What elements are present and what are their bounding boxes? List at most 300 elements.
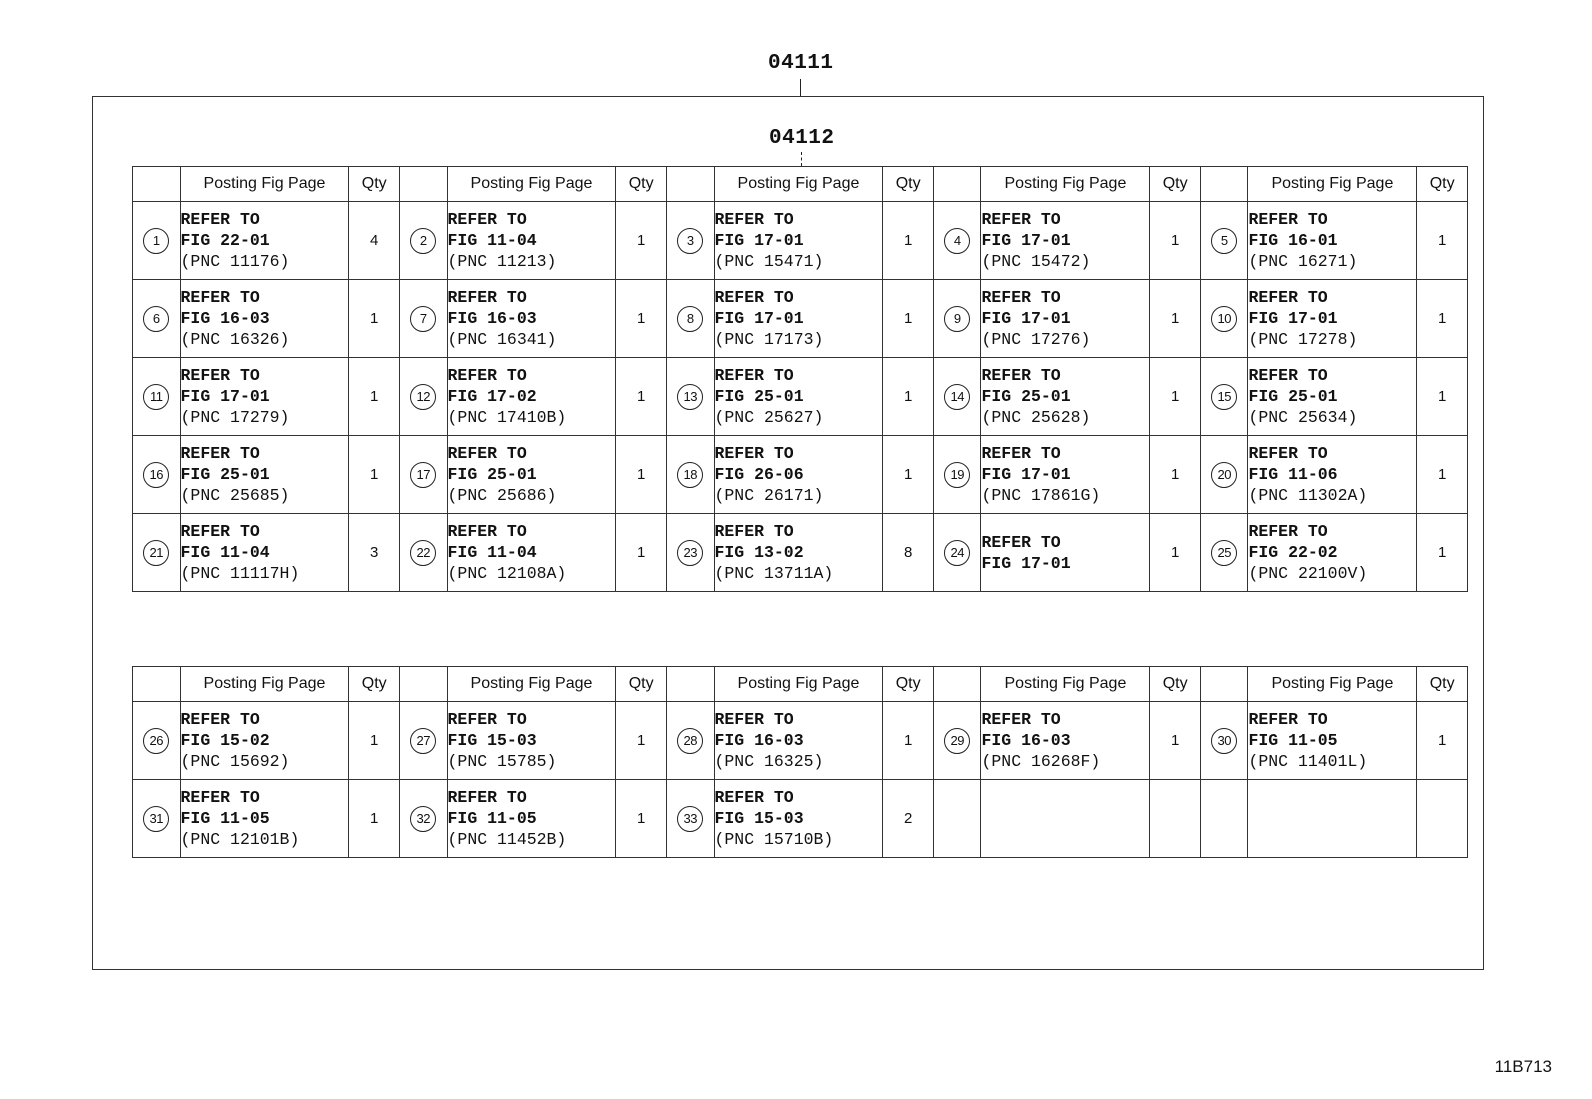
header-qty: Qty <box>883 667 934 702</box>
header-blank-cell <box>933 167 981 202</box>
fig-reference: FIG 25-01 <box>714 387 804 406</box>
qty-cell <box>616 436 667 514</box>
item-number-circle: 8 <box>677 306 703 332</box>
qty-value: 1 <box>637 810 646 827</box>
qty-cell <box>616 702 667 780</box>
table-header-row <box>133 167 1468 202</box>
posting-ref-cell <box>1248 436 1417 514</box>
item-number-circle: 25 <box>1211 540 1237 566</box>
item-number-cell <box>399 780 447 858</box>
refer-to-text: REFER TO <box>180 788 260 807</box>
item-number-cell <box>666 436 714 514</box>
item-number-cell <box>399 702 447 780</box>
posting-ref-cell <box>714 702 883 780</box>
parts-reference-table-2 <box>132 666 1468 858</box>
posting-ref-cell <box>447 780 616 858</box>
qty-value: 1 <box>370 310 379 327</box>
qty-cell <box>1417 202 1468 280</box>
refer-to-text: REFER TO <box>180 288 260 307</box>
header-qty: Qty <box>616 167 667 202</box>
fig-reference: FIG 26-06 <box>714 465 804 484</box>
refer-to-text: REFER TO <box>714 522 794 541</box>
table-row <box>133 436 1468 514</box>
qty-value: 1 <box>370 732 379 749</box>
item-number-cell <box>933 280 981 358</box>
header-blank-cell <box>399 167 447 202</box>
item-number-circle: 20 <box>1211 462 1237 488</box>
fig-reference: FIG 22-01 <box>180 231 270 250</box>
pnc-reference: (PNC 15785) <box>447 752 557 771</box>
header-qty: Qty <box>883 167 934 202</box>
refer-to-text: REFER TO <box>447 210 527 229</box>
refer-to-text: REFER TO <box>180 522 260 541</box>
qty-value: 1 <box>1438 466 1447 483</box>
header-qty: Qty <box>1150 167 1201 202</box>
table-row <box>133 358 1468 436</box>
fig-reference: FIG 17-01 <box>1248 309 1338 328</box>
qty-cell <box>616 280 667 358</box>
qty-value: 1 <box>904 732 913 749</box>
pnc-reference: (PNC 11452B) <box>447 830 567 849</box>
posting-ref-cell <box>981 514 1150 592</box>
subassembly-leader-line <box>801 152 802 166</box>
qty-value: 1 <box>1170 466 1180 483</box>
header-blank-cell <box>1200 667 1248 702</box>
item-number-circle: 30 <box>1211 728 1237 754</box>
assembly-label: 04111 <box>768 52 834 75</box>
pnc-reference: (PNC 25628) <box>981 408 1091 427</box>
header-blank-cell <box>666 667 714 702</box>
item-number-circle: 26 <box>143 728 169 754</box>
qty-cell <box>1417 280 1468 358</box>
posting-ref-cell <box>180 280 349 358</box>
posting-ref-cell <box>180 780 349 858</box>
refer-to-text: REFER TO <box>1248 366 1328 385</box>
item-number-cell <box>1200 514 1248 592</box>
refer-to-text: REFER TO <box>447 522 527 541</box>
refer-to-text: REFER TO <box>714 444 794 463</box>
qty-value: 1 <box>1170 544 1180 561</box>
qty-cell <box>883 514 934 592</box>
item-number-circle: 29 <box>944 728 970 754</box>
posting-ref-cell <box>447 280 616 358</box>
posting-ref-cell <box>180 202 349 280</box>
item-number-cell <box>1200 202 1248 280</box>
refer-to-text: REFER TO <box>714 288 794 307</box>
fig-reference: FIG 11-04 <box>447 543 537 562</box>
qty-cell <box>883 280 934 358</box>
posting-ref-cell <box>714 436 883 514</box>
fig-reference: FIG 25-01 <box>180 465 270 484</box>
qty-cell <box>883 702 934 780</box>
qty-value: 1 <box>637 732 646 749</box>
item-number-cell <box>1200 436 1248 514</box>
fig-reference: FIG 16-03 <box>981 731 1071 750</box>
posting-ref-cell <box>981 280 1150 358</box>
posting-ref-cell <box>447 358 616 436</box>
qty-cell <box>349 202 400 280</box>
qty-cell <box>616 514 667 592</box>
pnc-reference: (PNC 25627) <box>714 408 824 427</box>
refer-to-text: REFER TO <box>1248 522 1328 541</box>
item-number-cell <box>933 702 981 780</box>
item-number-circle: 32 <box>410 806 436 832</box>
posting-ref-cell <box>981 202 1150 280</box>
refer-to-text: REFER TO <box>981 366 1061 385</box>
qty-cell <box>883 436 934 514</box>
pnc-reference: (PNC 16325) <box>714 752 824 771</box>
item-number-circle: 1 <box>143 228 169 254</box>
qty-value: 1 <box>370 810 379 827</box>
qty-cell <box>1417 702 1468 780</box>
item-number-circle: 6 <box>143 306 169 332</box>
qty-cell <box>883 358 934 436</box>
refer-to-text: REFER TO <box>1248 444 1328 463</box>
posting-ref-cell <box>714 202 883 280</box>
fig-reference: FIG 11-05 <box>180 809 270 828</box>
fig-reference: FIG 22-02 <box>1248 543 1338 562</box>
item-number-circle: 5 <box>1211 228 1237 254</box>
pnc-reference: (PNC 15471) <box>714 252 824 271</box>
pnc-reference: (PNC 15472) <box>981 252 1091 271</box>
assembly-leader-line <box>800 79 801 96</box>
item-number-cell <box>666 780 714 858</box>
item-number-circle: 17 <box>410 462 436 488</box>
refer-to-text: REFER TO <box>1248 288 1328 307</box>
fig-reference: FIG 17-01 <box>180 387 270 406</box>
pnc-reference: (PNC 16326) <box>180 330 290 349</box>
qty-value: 2 <box>904 810 913 827</box>
refer-to-text: REFER TO <box>180 444 260 463</box>
posting-ref-cell <box>1248 358 1417 436</box>
posting-ref-cell <box>1248 202 1417 280</box>
fig-reference: FIG 11-04 <box>180 543 270 562</box>
fig-reference: FIG 11-05 <box>447 809 537 828</box>
header-posting-fig-page: Posting Fig Page <box>714 167 883 202</box>
header-posting-fig-page: Posting Fig Page <box>180 667 349 702</box>
refer-to-text: REFER TO <box>714 710 794 729</box>
header-posting-fig-page: Posting Fig Page <box>447 167 616 202</box>
posting-ref-cell <box>981 358 1150 436</box>
qty-cell <box>349 436 400 514</box>
fig-reference: FIG 13-02 <box>714 543 804 562</box>
item-number-circle: 21 <box>143 540 169 566</box>
fig-reference: FIG 16-03 <box>180 309 270 328</box>
qty-cell <box>616 358 667 436</box>
posting-ref-cell <box>714 514 883 592</box>
item-number-circle: 7 <box>410 306 436 332</box>
fig-reference: FIG 17-01 <box>714 309 804 328</box>
header-posting-fig-page: Posting Fig Page <box>1248 667 1417 702</box>
item-number-cell <box>666 702 714 780</box>
header-blank-cell <box>133 667 181 702</box>
fig-reference: FIG 11-05 <box>1248 731 1338 750</box>
posting-ref-cell <box>1248 514 1417 592</box>
qty-value: 1 <box>1170 310 1180 327</box>
item-number-cell <box>933 514 981 592</box>
table-header-row <box>133 667 1468 702</box>
item-number-cell <box>399 280 447 358</box>
illustration-code: 11B713 <box>1494 1057 1552 1076</box>
item-number-circle: 16 <box>143 462 169 488</box>
header-qty: Qty <box>1417 667 1468 702</box>
posting-ref-cell <box>180 358 349 436</box>
qty-cell <box>1417 780 1468 858</box>
posting-ref-cell <box>1248 780 1417 858</box>
header-posting-fig-page: Posting Fig Page <box>981 667 1150 702</box>
item-number-circle: 3 <box>677 228 703 254</box>
posting-ref-cell <box>981 436 1150 514</box>
refer-to-text: REFER TO <box>714 210 794 229</box>
pnc-reference: (PNC 25686) <box>447 486 557 505</box>
qty-value: 1 <box>1170 232 1180 249</box>
header-posting-fig-page: Posting Fig Page <box>447 667 616 702</box>
item-number-circle: 27 <box>410 728 436 754</box>
qty-value: 1 <box>1170 388 1180 405</box>
item-number-cell <box>1200 358 1248 436</box>
fig-reference: FIG 25-01 <box>1248 387 1338 406</box>
item-number-cell <box>666 280 714 358</box>
qty-cell <box>1417 358 1468 436</box>
fig-reference: FIG 17-02 <box>447 387 537 406</box>
item-number-cell <box>399 358 447 436</box>
qty-value: 1 <box>904 466 913 483</box>
fig-reference: FIG 17-01 <box>714 231 804 250</box>
fig-reference: FIG 16-03 <box>714 731 804 750</box>
pnc-reference: (PNC 11176) <box>180 252 290 271</box>
table-row <box>133 514 1468 592</box>
qty-value: 1 <box>904 388 913 405</box>
item-number-cell <box>133 780 181 858</box>
item-number-cell <box>933 436 981 514</box>
item-number-circle: 18 <box>677 462 703 488</box>
refer-to-text: REFER TO <box>447 710 527 729</box>
qty-value: 3 <box>370 544 379 561</box>
qty-value: 4 <box>370 232 379 249</box>
item-number-circle: 15 <box>1211 384 1237 410</box>
refer-to-text: REFER TO <box>447 788 527 807</box>
pnc-reference: (PNC 26171) <box>714 486 824 505</box>
posting-ref-cell <box>1248 280 1417 358</box>
qty-value: 8 <box>904 544 913 561</box>
parts-reference-table-1 <box>132 166 1468 592</box>
refer-to-text: REFER TO <box>981 710 1061 729</box>
table-row <box>133 202 1468 280</box>
posting-ref-cell <box>714 280 883 358</box>
item-number-circle: 28 <box>677 728 703 754</box>
header-blank-cell <box>1200 167 1248 202</box>
header-qty: Qty <box>349 167 400 202</box>
qty-cell <box>1150 702 1201 780</box>
qty-cell <box>883 780 934 858</box>
qty-cell <box>349 280 400 358</box>
fig-reference: FIG 16-01 <box>1248 231 1338 250</box>
fig-reference: FIG 25-01 <box>447 465 537 484</box>
posting-ref-cell <box>714 358 883 436</box>
item-number-cell <box>133 436 181 514</box>
qty-value: 1 <box>904 310 913 327</box>
qty-value: 1 <box>1438 232 1447 249</box>
header-blank-cell <box>133 167 181 202</box>
item-number-cell <box>1200 780 1248 858</box>
pnc-reference: (PNC 12108A) <box>447 564 567 583</box>
item-number-circle: 24 <box>944 540 970 566</box>
qty-cell <box>1417 514 1468 592</box>
header-blank-cell <box>933 667 981 702</box>
qty-value: 1 <box>637 310 646 327</box>
qty-cell <box>616 780 667 858</box>
item-number-circle: 33 <box>677 806 703 832</box>
fig-reference: FIG 17-01 <box>981 309 1071 328</box>
item-number-circle: 12 <box>410 384 436 410</box>
header-posting-fig-page: Posting Fig Page <box>180 167 349 202</box>
fig-reference: FIG 16-03 <box>447 309 537 328</box>
item-number-cell <box>666 358 714 436</box>
qty-value: 1 <box>370 388 379 405</box>
fig-reference: FIG 11-04 <box>447 231 537 250</box>
pnc-reference: (PNC 11213) <box>447 252 557 271</box>
qty-value: 1 <box>637 232 646 249</box>
refer-to-text: REFER TO <box>447 288 527 307</box>
qty-cell <box>1150 436 1201 514</box>
item-number-circle: 22 <box>410 540 436 566</box>
header-posting-fig-page: Posting Fig Page <box>714 667 883 702</box>
pnc-reference: (PNC 11302A) <box>1248 486 1368 505</box>
qty-cell <box>1150 280 1201 358</box>
fig-reference: FIG 17-01 <box>981 231 1071 250</box>
header-posting-fig-page: Posting Fig Page <box>981 167 1150 202</box>
item-number-circle: 14 <box>944 384 970 410</box>
pnc-reference: (PNC 12101B) <box>180 830 300 849</box>
qty-cell <box>349 702 400 780</box>
pnc-reference: (PNC 17861G) <box>981 486 1101 505</box>
item-number-circle: 11 <box>143 384 169 410</box>
item-number-circle: 19 <box>944 462 970 488</box>
posting-ref-cell <box>714 780 883 858</box>
fig-reference: FIG 15-03 <box>447 731 537 750</box>
item-number-cell <box>1200 702 1248 780</box>
qty-cell <box>1150 514 1201 592</box>
subassembly-label: 04112 <box>769 127 835 150</box>
pnc-reference: (PNC 16341) <box>447 330 557 349</box>
item-number-cell <box>399 514 447 592</box>
item-number-cell <box>399 202 447 280</box>
pnc-reference: (PNC 17279) <box>180 408 290 427</box>
qty-value: 1 <box>637 388 646 405</box>
fig-reference: FIG 17-01 <box>981 553 1071 573</box>
posting-ref-cell <box>447 436 616 514</box>
item-number-cell <box>133 702 181 780</box>
posting-ref-cell <box>1248 702 1417 780</box>
item-number-cell <box>1200 280 1248 358</box>
posting-ref-cell <box>981 702 1150 780</box>
refer-to-text: REFER TO <box>180 710 260 729</box>
qty-cell <box>1150 202 1201 280</box>
qty-cell <box>1417 436 1468 514</box>
qty-cell <box>349 780 400 858</box>
posting-ref-cell <box>447 202 616 280</box>
qty-cell <box>1150 358 1201 436</box>
item-number-circle: 13 <box>677 384 703 410</box>
header-qty: Qty <box>349 667 400 702</box>
refer-to-text: REFER TO <box>981 444 1061 463</box>
item-number-cell <box>933 780 981 858</box>
pnc-reference: (PNC 15710B) <box>714 830 834 849</box>
pnc-reference: (PNC 17276) <box>981 330 1091 349</box>
fig-reference: FIG 15-02 <box>180 731 270 750</box>
pnc-reference: (PNC 16271) <box>1248 252 1358 271</box>
qty-value: 1 <box>904 232 913 249</box>
qty-cell <box>616 202 667 280</box>
qty-value: 1 <box>1170 732 1180 749</box>
item-number-cell <box>133 280 181 358</box>
pnc-reference: (PNC 25685) <box>180 486 290 505</box>
qty-value: 1 <box>1438 310 1447 327</box>
item-number-cell <box>133 358 181 436</box>
header-blank-cell <box>399 667 447 702</box>
refer-to-text: REFER TO <box>1248 710 1328 729</box>
item-number-circle: 2 <box>410 228 436 254</box>
posting-ref-cell <box>981 780 1150 858</box>
header-qty: Qty <box>1150 667 1201 702</box>
refer-to-text: REFER TO <box>180 210 260 229</box>
posting-ref-cell <box>447 702 616 780</box>
qty-value: 1 <box>370 466 379 483</box>
pnc-reference: (PNC 13711A) <box>714 564 834 583</box>
refer-to-text: REFER TO <box>714 788 794 807</box>
refer-to-text: REFER TO <box>447 366 527 385</box>
item-number-cell <box>933 358 981 436</box>
fig-reference: FIG 11-06 <box>1248 465 1338 484</box>
pnc-reference: (PNC 15692) <box>180 752 290 771</box>
item-number-cell <box>133 202 181 280</box>
pnc-reference: (PNC 25634) <box>1248 408 1358 427</box>
refer-to-text: REFER TO <box>447 444 527 463</box>
item-number-circle: 9 <box>944 306 970 332</box>
qty-value: 1 <box>637 466 646 483</box>
table-row <box>133 280 1468 358</box>
fig-reference: FIG 17-01 <box>981 465 1071 484</box>
header-posting-fig-page: Posting Fig Page <box>1248 167 1417 202</box>
header-qty: Qty <box>616 667 667 702</box>
pnc-reference: (PNC 17410B) <box>447 408 567 427</box>
item-number-cell <box>666 514 714 592</box>
qty-cell <box>349 514 400 592</box>
item-number-cell <box>666 202 714 280</box>
refer-to-text: REFER TO <box>981 532 1061 552</box>
pnc-reference: (PNC 16268F) <box>981 752 1101 771</box>
qty-value: 1 <box>637 544 646 561</box>
table-row <box>133 702 1468 780</box>
pnc-reference: (PNC 11401L) <box>1248 752 1368 771</box>
fig-reference: FIG 25-01 <box>981 387 1071 406</box>
item-number-cell <box>133 514 181 592</box>
qty-value: 1 <box>1438 544 1447 561</box>
refer-to-text: REFER TO <box>180 366 260 385</box>
posting-ref-cell <box>180 514 349 592</box>
qty-cell <box>1150 780 1201 858</box>
qty-value: 1 <box>1438 388 1447 405</box>
item-number-cell <box>933 202 981 280</box>
item-number-circle: 23 <box>677 540 703 566</box>
pnc-reference: (PNC 17278) <box>1248 330 1358 349</box>
item-number-circle: 31 <box>143 806 169 832</box>
pnc-reference: (PNC 11117H) <box>180 564 300 583</box>
refer-to-text: REFER TO <box>1248 210 1328 229</box>
qty-cell <box>883 202 934 280</box>
refer-to-text: REFER TO <box>981 210 1061 229</box>
header-blank-cell <box>666 167 714 202</box>
